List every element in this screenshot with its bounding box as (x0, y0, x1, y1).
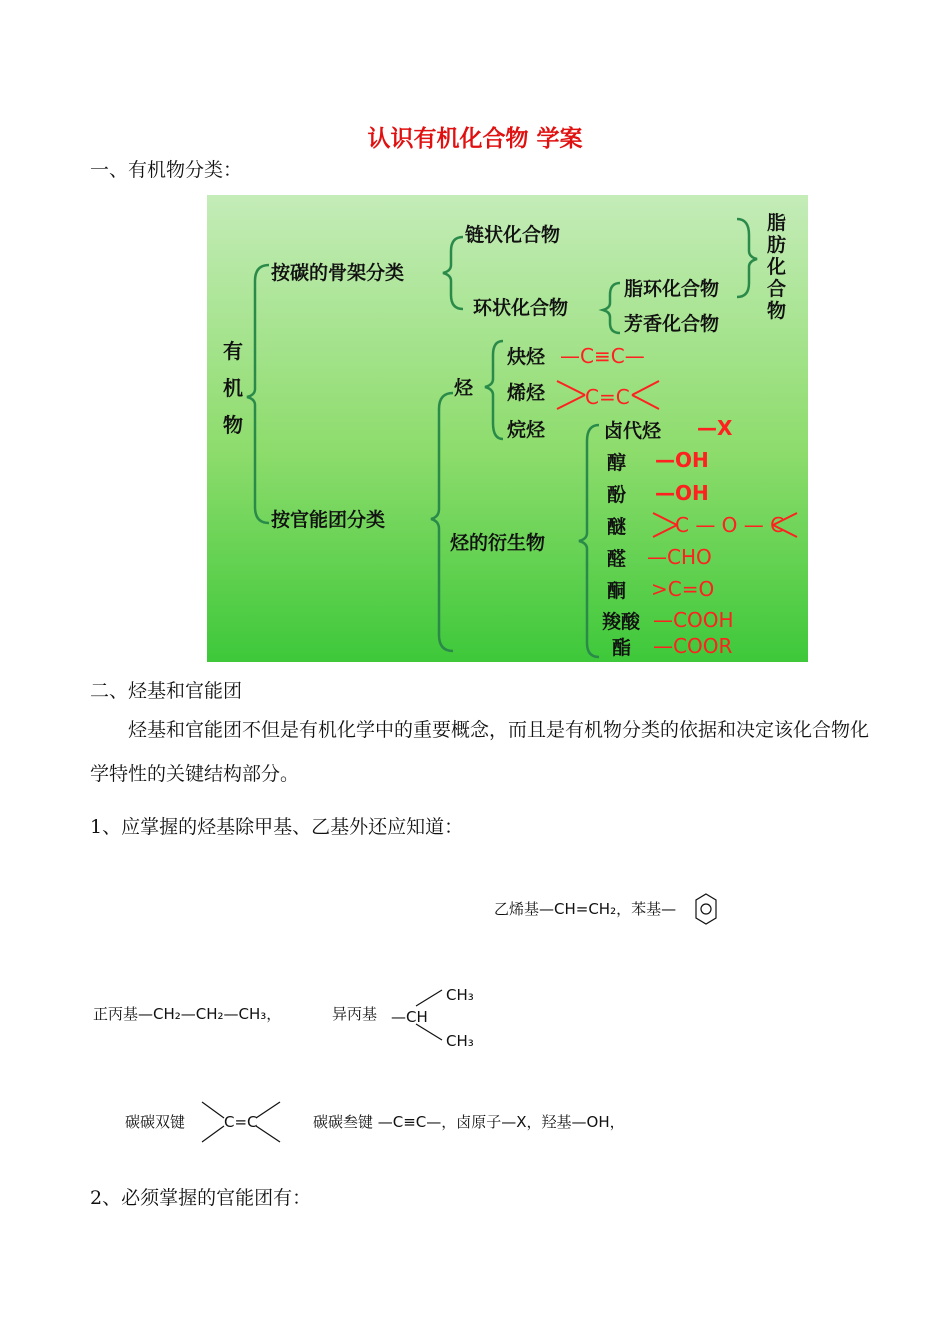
intro-paragraph: 烃基和官能团不但是有机化学中的重要概念，而且是有机物分类的依据和决定该化合物化学特性的关键结构部分。 (90, 719, 870, 785)
isopropyl-bond-up (416, 990, 442, 1006)
phenol-label: 酚 (607, 484, 627, 506)
aromatic-label: 芳香化合物 (624, 313, 720, 335)
isopropyl-label: 异丙基 (332, 1005, 378, 1023)
ether-label: 醚 (607, 516, 627, 538)
derivative-label: 烃的衍生物 (450, 532, 546, 554)
section-heading-1: 一、有机物分类： (90, 159, 243, 181)
aldehyde-label: 醛 (607, 548, 627, 570)
classification-tree-svg (207, 195, 808, 662)
root-char-3: 物 (223, 413, 243, 437)
root-char-2: 机 (223, 376, 243, 400)
ester-group: —COOR (653, 634, 733, 658)
ketone-group: >C=O (651, 577, 715, 601)
double-bond-line-1 (202, 1102, 224, 1118)
isopropyl-ch3-bottom: CH₃ (446, 1032, 474, 1050)
radicals-svg (80, 880, 760, 1160)
section-heading-2: 二、烃基和官能团 (90, 680, 243, 702)
double-bond-line-4 (256, 1126, 280, 1142)
propyl-formula: 正丙基—CH₂—CH₂—CH₃， (93, 1005, 282, 1023)
triple-bond-formula: 碳碳叁键 —C≡C—，卤原子—X，羟基—OH， (313, 1113, 625, 1131)
double-bond-line-2 (202, 1126, 224, 1142)
isopropyl-bond-down (416, 1024, 442, 1040)
acid-group: —COOH (653, 608, 734, 632)
alkyne-group: —C≡C— (560, 344, 645, 368)
aliphatic-char-5: 物 (767, 300, 787, 322)
alicyclic-label: 脂环化合物 (624, 278, 720, 300)
ketone-label: 酮 (607, 580, 627, 602)
phenol-group: —OH (655, 481, 709, 505)
ether-group: C — O — C (675, 513, 785, 537)
double-bond-line-3 (256, 1102, 280, 1118)
by-group-label: 按官能团分类 (271, 509, 386, 531)
vinyl-phenyl-formula: 乙烯基—CH=CH₂，苯基— (494, 900, 677, 918)
item-2: 2、必须掌握的官能团有： (90, 1187, 312, 1209)
isopropyl-ch3-top: CH₃ (446, 986, 474, 1004)
alkene-group: C=C (585, 385, 630, 409)
benzene-circle (701, 904, 711, 914)
alkyne-label: 炔烃 (507, 346, 546, 368)
aliphatic-char-1: 脂 (767, 212, 787, 234)
benzene-ring (696, 894, 716, 924)
double-bond-formula: C=C (224, 1113, 258, 1131)
aldehyde-group: —CHO (647, 545, 712, 569)
halide-group: —X (697, 416, 733, 440)
alcohol-label: 醇 (607, 452, 627, 474)
radicals-figure (80, 880, 760, 1160)
aliphatic-char-4: 合 (767, 278, 787, 300)
alcohol-group: —OH (655, 448, 709, 472)
classification-tree-figure (207, 195, 808, 662)
hydrocarbon-label: 烃 (454, 377, 474, 399)
isopropyl-ch: —CH (391, 1008, 428, 1026)
ester-label: 酯 (612, 637, 632, 659)
item-1: 1、应掌握的烃基除甲基、乙基外还应知道： (90, 816, 464, 838)
chain-label: 链状化合物 (465, 224, 561, 246)
halide-label: 卤代烃 (604, 420, 662, 442)
page-title: 认识有机化合物 学案 (367, 126, 583, 152)
double-bond-label: 碳碳双键 (125, 1113, 186, 1131)
ring-label: 环状化合物 (473, 297, 569, 319)
acid-label: 羧酸 (602, 611, 641, 633)
aliphatic-char-2: 肪 (767, 234, 787, 256)
root-char-1: 有 (223, 339, 243, 363)
by-skeleton-label: 按碳的骨架分类 (271, 262, 405, 284)
aliphatic-char-3: 化 (767, 256, 787, 278)
alkene-label: 烯烃 (507, 382, 546, 404)
alkane-label: 烷烃 (507, 419, 546, 441)
